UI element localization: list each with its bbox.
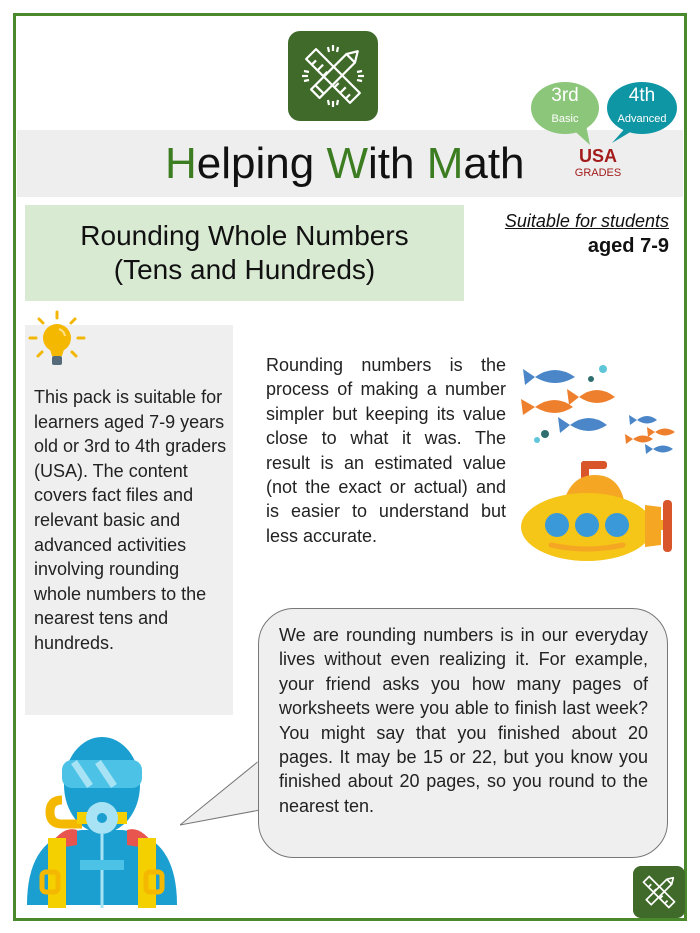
title-letter-h: H (165, 139, 197, 188)
suitability-label: Suitable for students (504, 211, 669, 231)
suitability-ages: aged 7-9 (587, 235, 669, 257)
everyday-rounding-example: We are rounding numbers is in our everyday lives without even realizing it. For example, your friend asks you how many pages of worksheets were you able to finish last week? You might say that you finished about 20 pages. It may be 15 or 22, but you know you finished about 20 pages, so you round to the nearest ten. (279, 625, 648, 816)
grade-basic-number: 3rd (551, 85, 579, 106)
grade-advanced-number: 4th (628, 85, 656, 106)
site-title (165, 138, 525, 190)
footer-logo-pencil-ruler-icon (633, 866, 685, 918)
grade-basic-label: Basic (551, 113, 579, 125)
logo-pencil-ruler-icon (288, 31, 378, 121)
title-part: elping (196, 139, 327, 188)
title-letter-m: M (426, 139, 464, 188)
grade-badge-basic (531, 82, 599, 134)
country-name: USA (578, 146, 617, 166)
speech-bubble (258, 608, 668, 858)
title-part: ith (367, 139, 427, 188)
scuba-diver-icon (22, 730, 182, 910)
suitability (505, 210, 669, 260)
topic-line-1: Rounding Whole Numbers (80, 220, 409, 251)
grade-badge-advanced (607, 82, 677, 134)
lightbulb-icon (25, 310, 89, 374)
rounding-definition: Rounding numbers is the process of making a number simpler but keeping its value close to what it was. The result is an estimated value (not the exact or actual) and is easier to understand but less accurate. (266, 355, 506, 546)
speech-bubble-tail (180, 760, 270, 840)
grade-advanced-label: Advanced (617, 113, 667, 125)
pack-description: This pack is suitable for learners aged 7-9 years old or 3rd to 4th graders (USA). The content covers fact files and relevant basic and advanced activities involving rounding whole numbers to the nearest tens and hundreds. (34, 387, 227, 653)
country-sub: GRADES (574, 167, 622, 179)
country-grades-label (568, 146, 628, 180)
topic-title (25, 205, 464, 301)
topic-line-2: (Tens and Hundreds) (113, 254, 376, 285)
title-letter-w: W (326, 139, 368, 188)
submarine-fish-icon (515, 355, 685, 570)
pack-description-box (25, 325, 233, 715)
title-part: ath (463, 139, 525, 188)
